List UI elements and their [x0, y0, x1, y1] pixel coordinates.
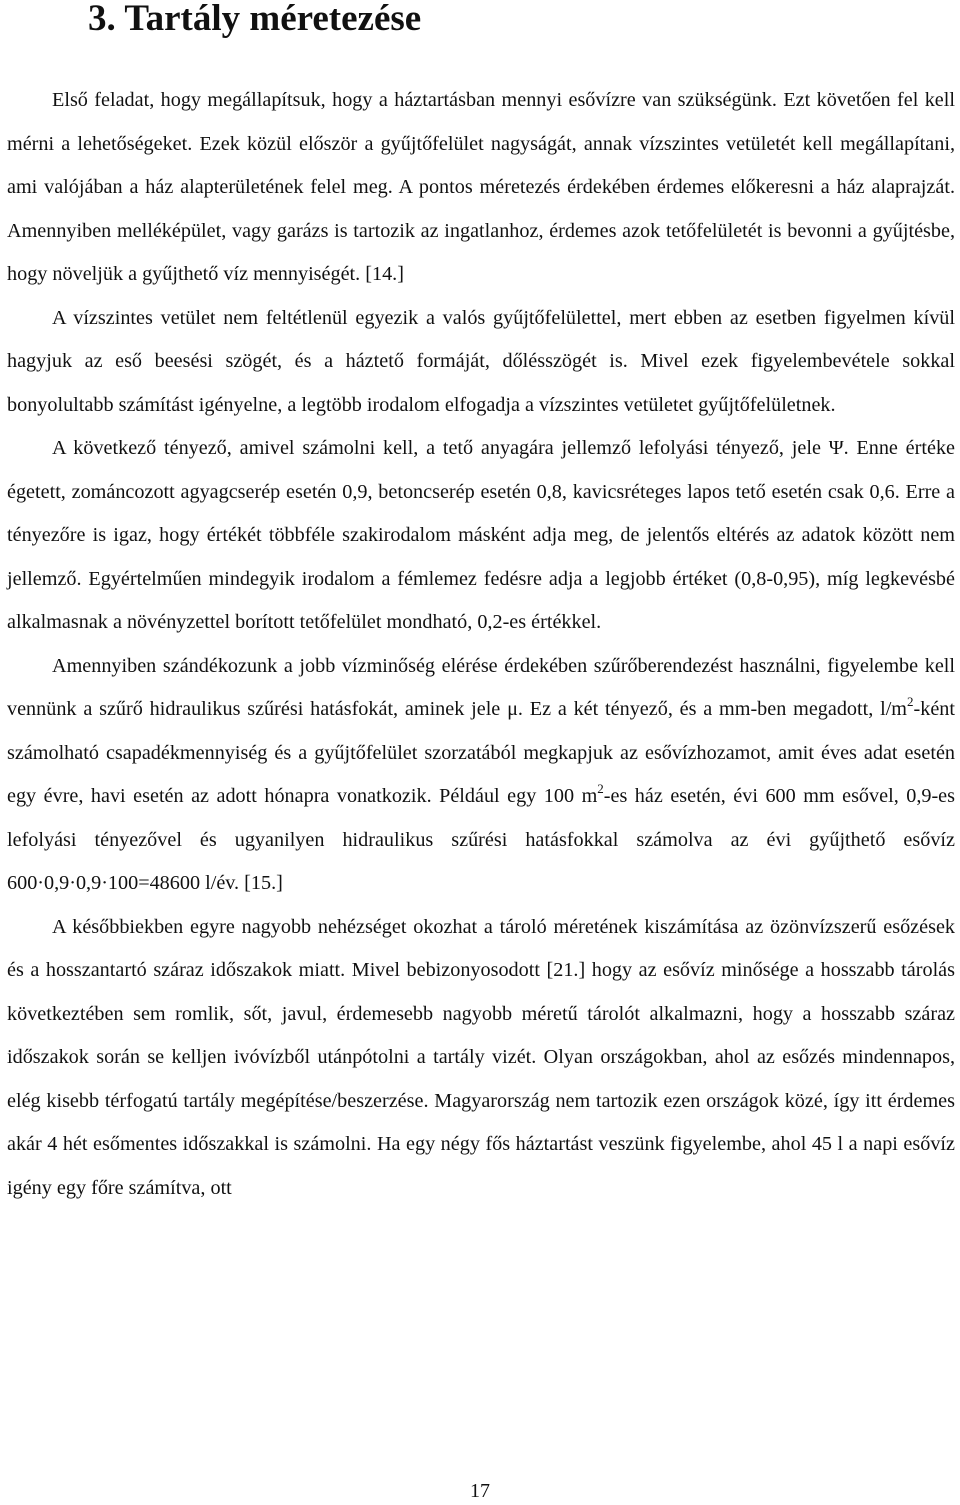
- paragraph-4-part-1: Amennyiben szándékozunk a jobb vízminőség elérése érdekében szűrőberendezést használni, figyelembe kell vennünk a szűrő hidraulikus szűrési hatásfokát, aminek jele μ. Ez a két tényező, és a mm-ben megadott, l/m: [7, 654, 955, 720]
- paragraph-1: Első feladat, hogy megállapítsuk, hogy a háztartásban mennyi esővízre van szükségünk. Ezt követően fel kell mérni a lehetőségeket. Ezek közül először a gyűjtőfelület nagyságát, annak vízszintes vetületét kell megállapítani, ami valójában a ház alapterületének felel meg. A pontos méretezés érdekében érdemes előkeresni a ház alaprajzát. Amennyiben melléképület, vagy garázs is tartozik az ingatlanhoz, érdemes azok tetőfelületét is bevonni a gyűjtésbe, hogy növeljük a gyűjthető víz mennyiségét. [14.]: [7, 89, 955, 285]
- paragraph-4-part-3: -es ház esetén, évi 600 mm esővel, 0,9-es lefolyási tényezővel és ugyanilyen hidraulikus szűrési hatásfokkal számolva az évi gyűjthető esővíz 600·0,9·0,9·100=48600 l/év. [15.]: [7, 785, 956, 894]
- paragraph-4: [7, 645, 955, 906]
- body-text: [7, 79, 955, 1210]
- superscript-2: 2: [597, 781, 604, 796]
- page-number: 17: [470, 1480, 490, 1502]
- section-heading: 3. Tartály méretezése: [88, 0, 422, 39]
- paragraph-2: A vízszintes vetület nem feltétlenül egyezik a valós gyűjtőfelülettel, mert ebben az esetben figyelmen kívül hagyjuk az eső beesési szögét, és a háztető formáját, dőlésszögét is. Mivel ezek figyelembevétele sokkal bonyolultabb számítást igényelne, a legtöbb irodalom elfogadja a vízszintes vetületet gyűjtőfelületnek.: [7, 306, 955, 416]
- paragraph-5: A későbbiekben egyre nagyobb nehézséget okozhat a tároló méretének kiszámítása az özönvízszerű esőzések és a hosszantartó száraz időszakok miatt. Mivel bebizonyosodott [21.] hogy az esővíz minősége a hosszabb tárolás következtében sem romlik, sőt, javul, érdemesebb nagyobb méretű tárolót alkalmazni, hogy a hosszabb száraz időszakok során se kelljen ivóvízből utánpótolni a tartály vizét. Olyan országokban, ahol az esőzés mindennapos, elég kisebb térfogatú tartály megépítése/beszerzése. Magyarország nem tartozik ezen országok közé, így itt érdemes akár 4 hét esőmentes időszakkal is számolni. Ha egy négy fős háztartást veszünk figyelembe, ahol 45 l a napi esővíz igény egy főre számítva, ott: [7, 915, 955, 1199]
- superscript-2: 2: [907, 694, 914, 709]
- paragraph-3: A következő tényező, amivel számolni kell, a tető anyagára jellemző lefolyási tényező, jele Ψ. Enne értéke égetett, zománcozott agyagcserép esetén 0,9, betoncserép esetén 0,8, kavicsréteges lapos tető esetén csak 0,6. Erre a tényezőre is igaz, hogy értékét többféle szakirodalom másként adja meg, de jelentős eltérés az adatok között nem jellemző. Egyértelműen mindegyik irodalom a fémlemez fedésre adja a legjobb értéket (0,8-0,95), míg legkevésbé alkalmasnak a növényzettel borított tetőfelület mondható, 0,2-es értékkel.: [7, 437, 955, 633]
- paragraph-4-part-2: -ként számolható csapadékmennyiség és a gyűjtőfelület szorzatából megkapjuk az esővízhozamot, amit éves adat esetén egy évre, havi esetén az adott hónapra vonatkozik. Például egy 100 m: [7, 698, 955, 807]
